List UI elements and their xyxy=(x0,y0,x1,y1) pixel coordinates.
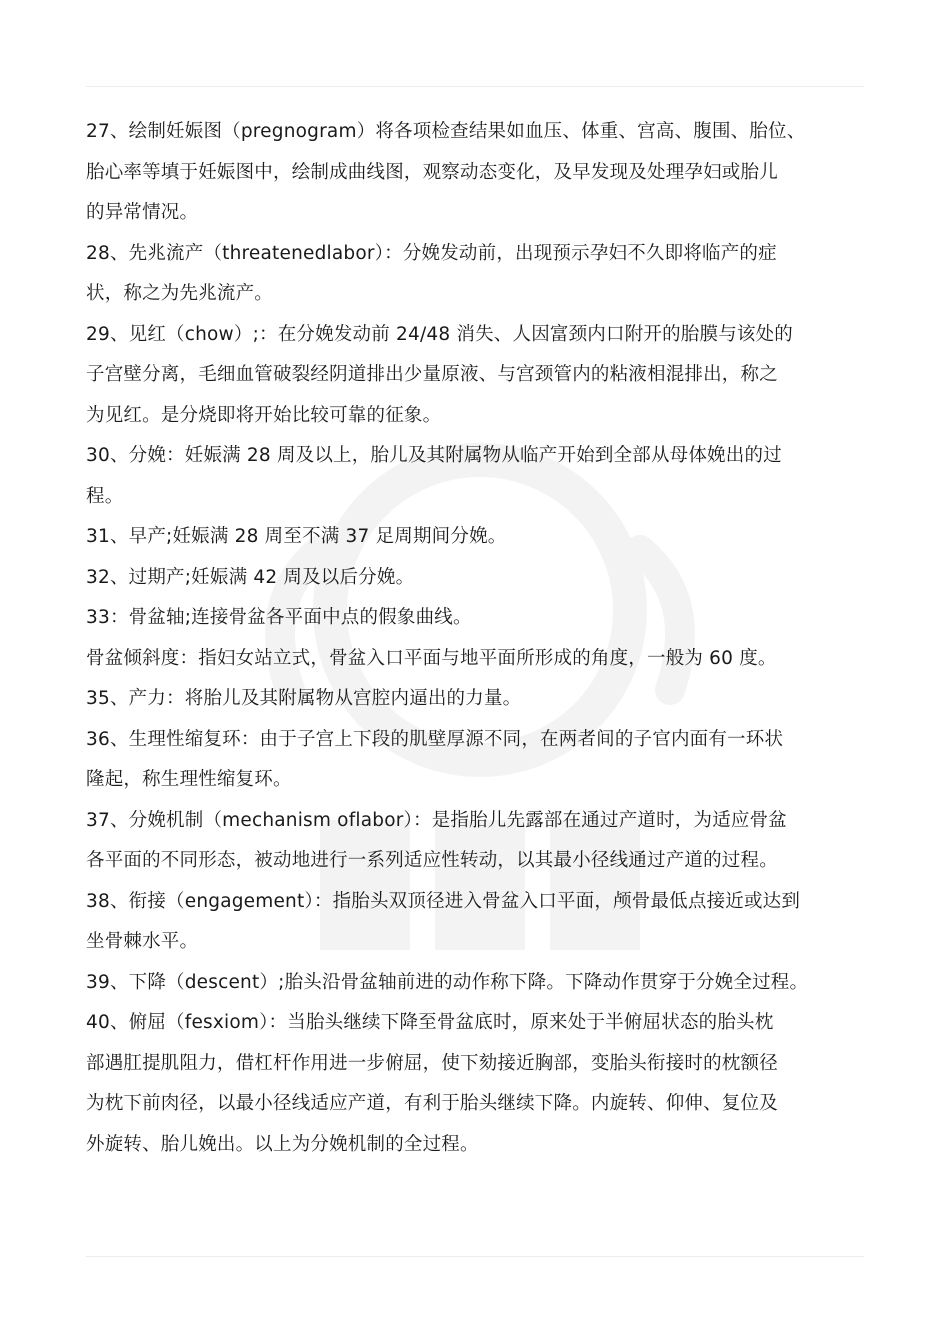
text-line: 坐骨棘水平。 xyxy=(86,931,199,952)
text-line: 胎心率等填于妊娠图中，绘制成曲线图，观察动态变化，及早发现及处理孕妇或胎儿 xyxy=(86,161,778,183)
header-rule xyxy=(86,86,864,87)
text-line: 32、过期产;妊娠满 42 周及以后分娩。 xyxy=(86,566,415,588)
text-line: 为枕下前肉径，以最小径线适应产道，有利于胎头继续下降。内旋转、仰伸、复位及 xyxy=(86,1093,778,1114)
text-line: 27、绘制妊娠图（pregnogram）将各项检查结果如血压、体重、宫高、腹围、胎位、 xyxy=(86,121,806,142)
text-line: 骨盆倾斜度：指妇女站立式，骨盆入口平面与地平面所形成的角度，一般为 60 度。 xyxy=(86,647,777,669)
text-line: 程。 xyxy=(86,485,124,507)
text-line: 36、生理性缩复环：由于子宫上下段的肌壁厚源不同，在两者间的子官内面有一环状 xyxy=(86,728,784,750)
text-line: 29、见红（chow）;：在分娩发动前 24/48 消失、人因富颈内口附开的胎膜与该处的 xyxy=(86,323,793,345)
text-line: 状，称之为先兆流产。 xyxy=(86,283,274,304)
text-line: 31、早产;妊娠满 28 周至不满 37 足周期间分娩。 xyxy=(86,526,507,547)
text-line: 各平面的不同形态，被动地进行一系列适应性转动，以其最小径线通过产道的过程。 xyxy=(86,850,778,871)
footer-rule xyxy=(86,1256,864,1257)
text-line: 37、分娩机制（mechanism oflabor）：是指胎儿先露部在通过产道时，为适应骨盆 xyxy=(86,809,788,831)
text-line: 部遇肛提肌阻力，借杠杆作用进一步俯屈，使下劾接近胸部，变胎头衔接时的枕额径 xyxy=(86,1052,778,1074)
text-line: 隆起，称生理性缩复环。 xyxy=(86,769,292,790)
text-line: 30、分娩：妊娠满 28 周及以上，胎儿及其附属物从临产开始到全部从母体娩出的过 xyxy=(86,445,782,466)
text-line: 40、俯屈（fesxiom）：当胎头继续下降至骨盆底时，原来处于半俯屈状态的胎头枕 xyxy=(86,1012,774,1033)
text-line: 子宫壁分离，毛细血管破裂经阴道排出少量原液、与宫颈管内的粘液相混排出，称之 xyxy=(86,364,778,385)
text-line: 28、先兆流产（threatenedlabor）：分娩发动前，出现预示孕妇不久即将临产的症 xyxy=(86,242,777,264)
text-line: 38、衔接（engagement）：指胎头双顶径进入骨盆入口平面，颅骨最低点接近或达到 xyxy=(86,890,801,912)
text-line: 35、产力：将胎儿及其附属物从宫腔内逼出的力量。 xyxy=(86,688,522,709)
document-body xyxy=(86,112,878,1165)
text-line: 外旋转、胎儿娩出。以上为分娩机制的全过程。 xyxy=(86,1133,479,1155)
text-line: 33：骨盆轴;连接骨盆各平面中点的假象曲线。 xyxy=(86,607,472,628)
text-line: 为见红。是分烧即将开始比较可靠的征象。 xyxy=(86,404,442,426)
text-line: 的异常情况。 xyxy=(86,202,199,223)
text-line: 39、下降（descent）;胎头沿骨盆轴前进的动作称下降。下降动作贯穿于分娩全过程。 xyxy=(86,971,809,993)
